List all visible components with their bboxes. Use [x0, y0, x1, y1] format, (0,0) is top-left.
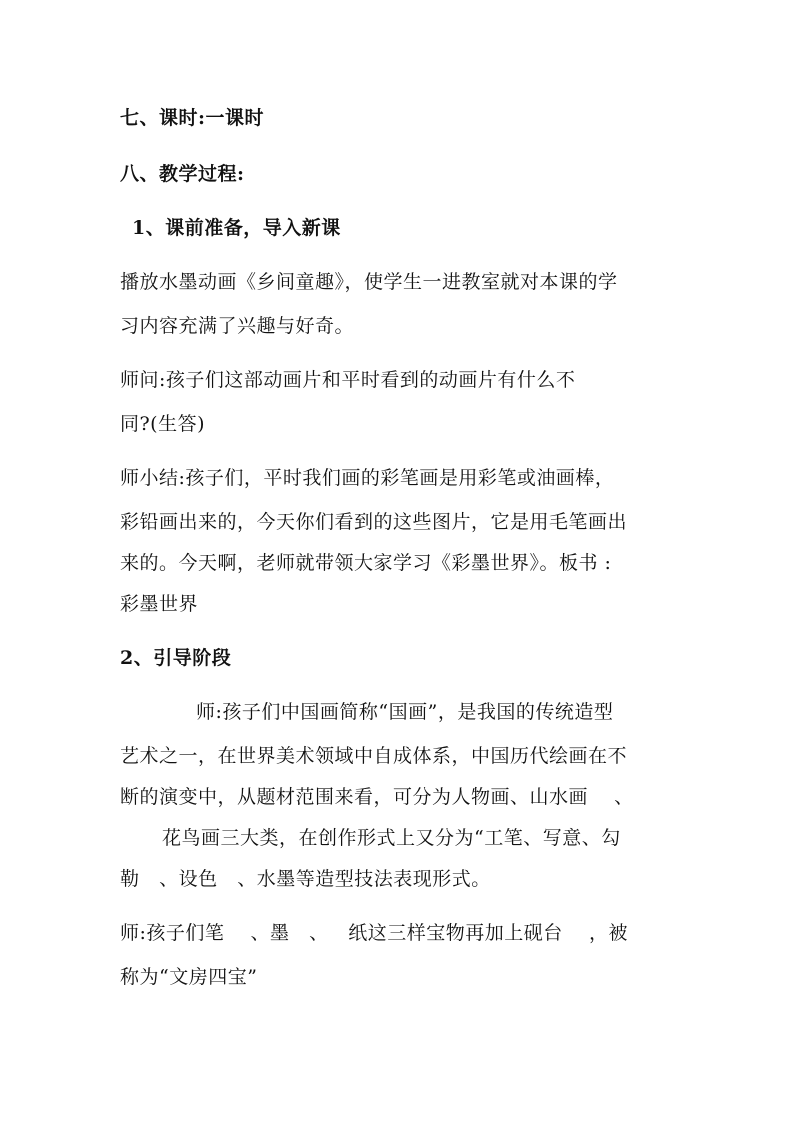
paragraph-line: 断的演变中，从题材范围来看，可分为人物画、山水画 、 — [120, 786, 634, 808]
paragraph-line: 彩墨世界 — [120, 593, 199, 615]
paragraph-line: 师:孩子们中国画简称“国画”，是我国的传统造型 — [196, 701, 614, 723]
step-2-title: 2、引导阶段 — [120, 647, 232, 669]
paragraph-line: 花鸟画三大类，在创作形式上又分为“工笔、写意、勾 — [162, 827, 621, 849]
step-1-title: 1、课前准备，导入新课 — [132, 217, 341, 239]
paragraph-line: 习内容充满了兴趣与好奇。 — [120, 315, 355, 337]
paragraph-line: 来的。今天啊，老师就带领大家学习《彩墨世界》。板书 : — [120, 552, 612, 574]
paragraph-line: 师小结:孩子们，平时我们画的彩笔画是用彩笔或油画棒， — [120, 467, 615, 489]
paragraph-line: 勒 、设色 、水墨等造型技法表现形式。 — [120, 868, 491, 890]
section-heading-class-hours: 七、课时:一课时 — [120, 107, 265, 129]
paragraph-line: 同?(生答) — [120, 413, 206, 435]
section-heading-teaching-process: 八、教学过程: — [120, 163, 245, 185]
paragraph-line: 艺术之一，在世界美术领域中自成体系，中国历代绘画在不 — [120, 745, 628, 767]
paragraph-line: 播放水墨动画《乡间童趣》，使学生一进教室就对本课的学 — [120, 271, 618, 293]
paragraph-line: 彩铅画出来的，今天你们看到的这些图片，它是用毛笔画出 — [120, 511, 628, 533]
paragraph-line: 师问:孩子们这部动画片和平时看到的动画片有什么不 — [120, 369, 576, 391]
paragraph-line: 师:孩子们笔 、墨 、 纸这三样宝物再加上砚台 ，被 — [120, 922, 628, 944]
paragraph-line: 称为“文房四宝” — [120, 966, 258, 988]
